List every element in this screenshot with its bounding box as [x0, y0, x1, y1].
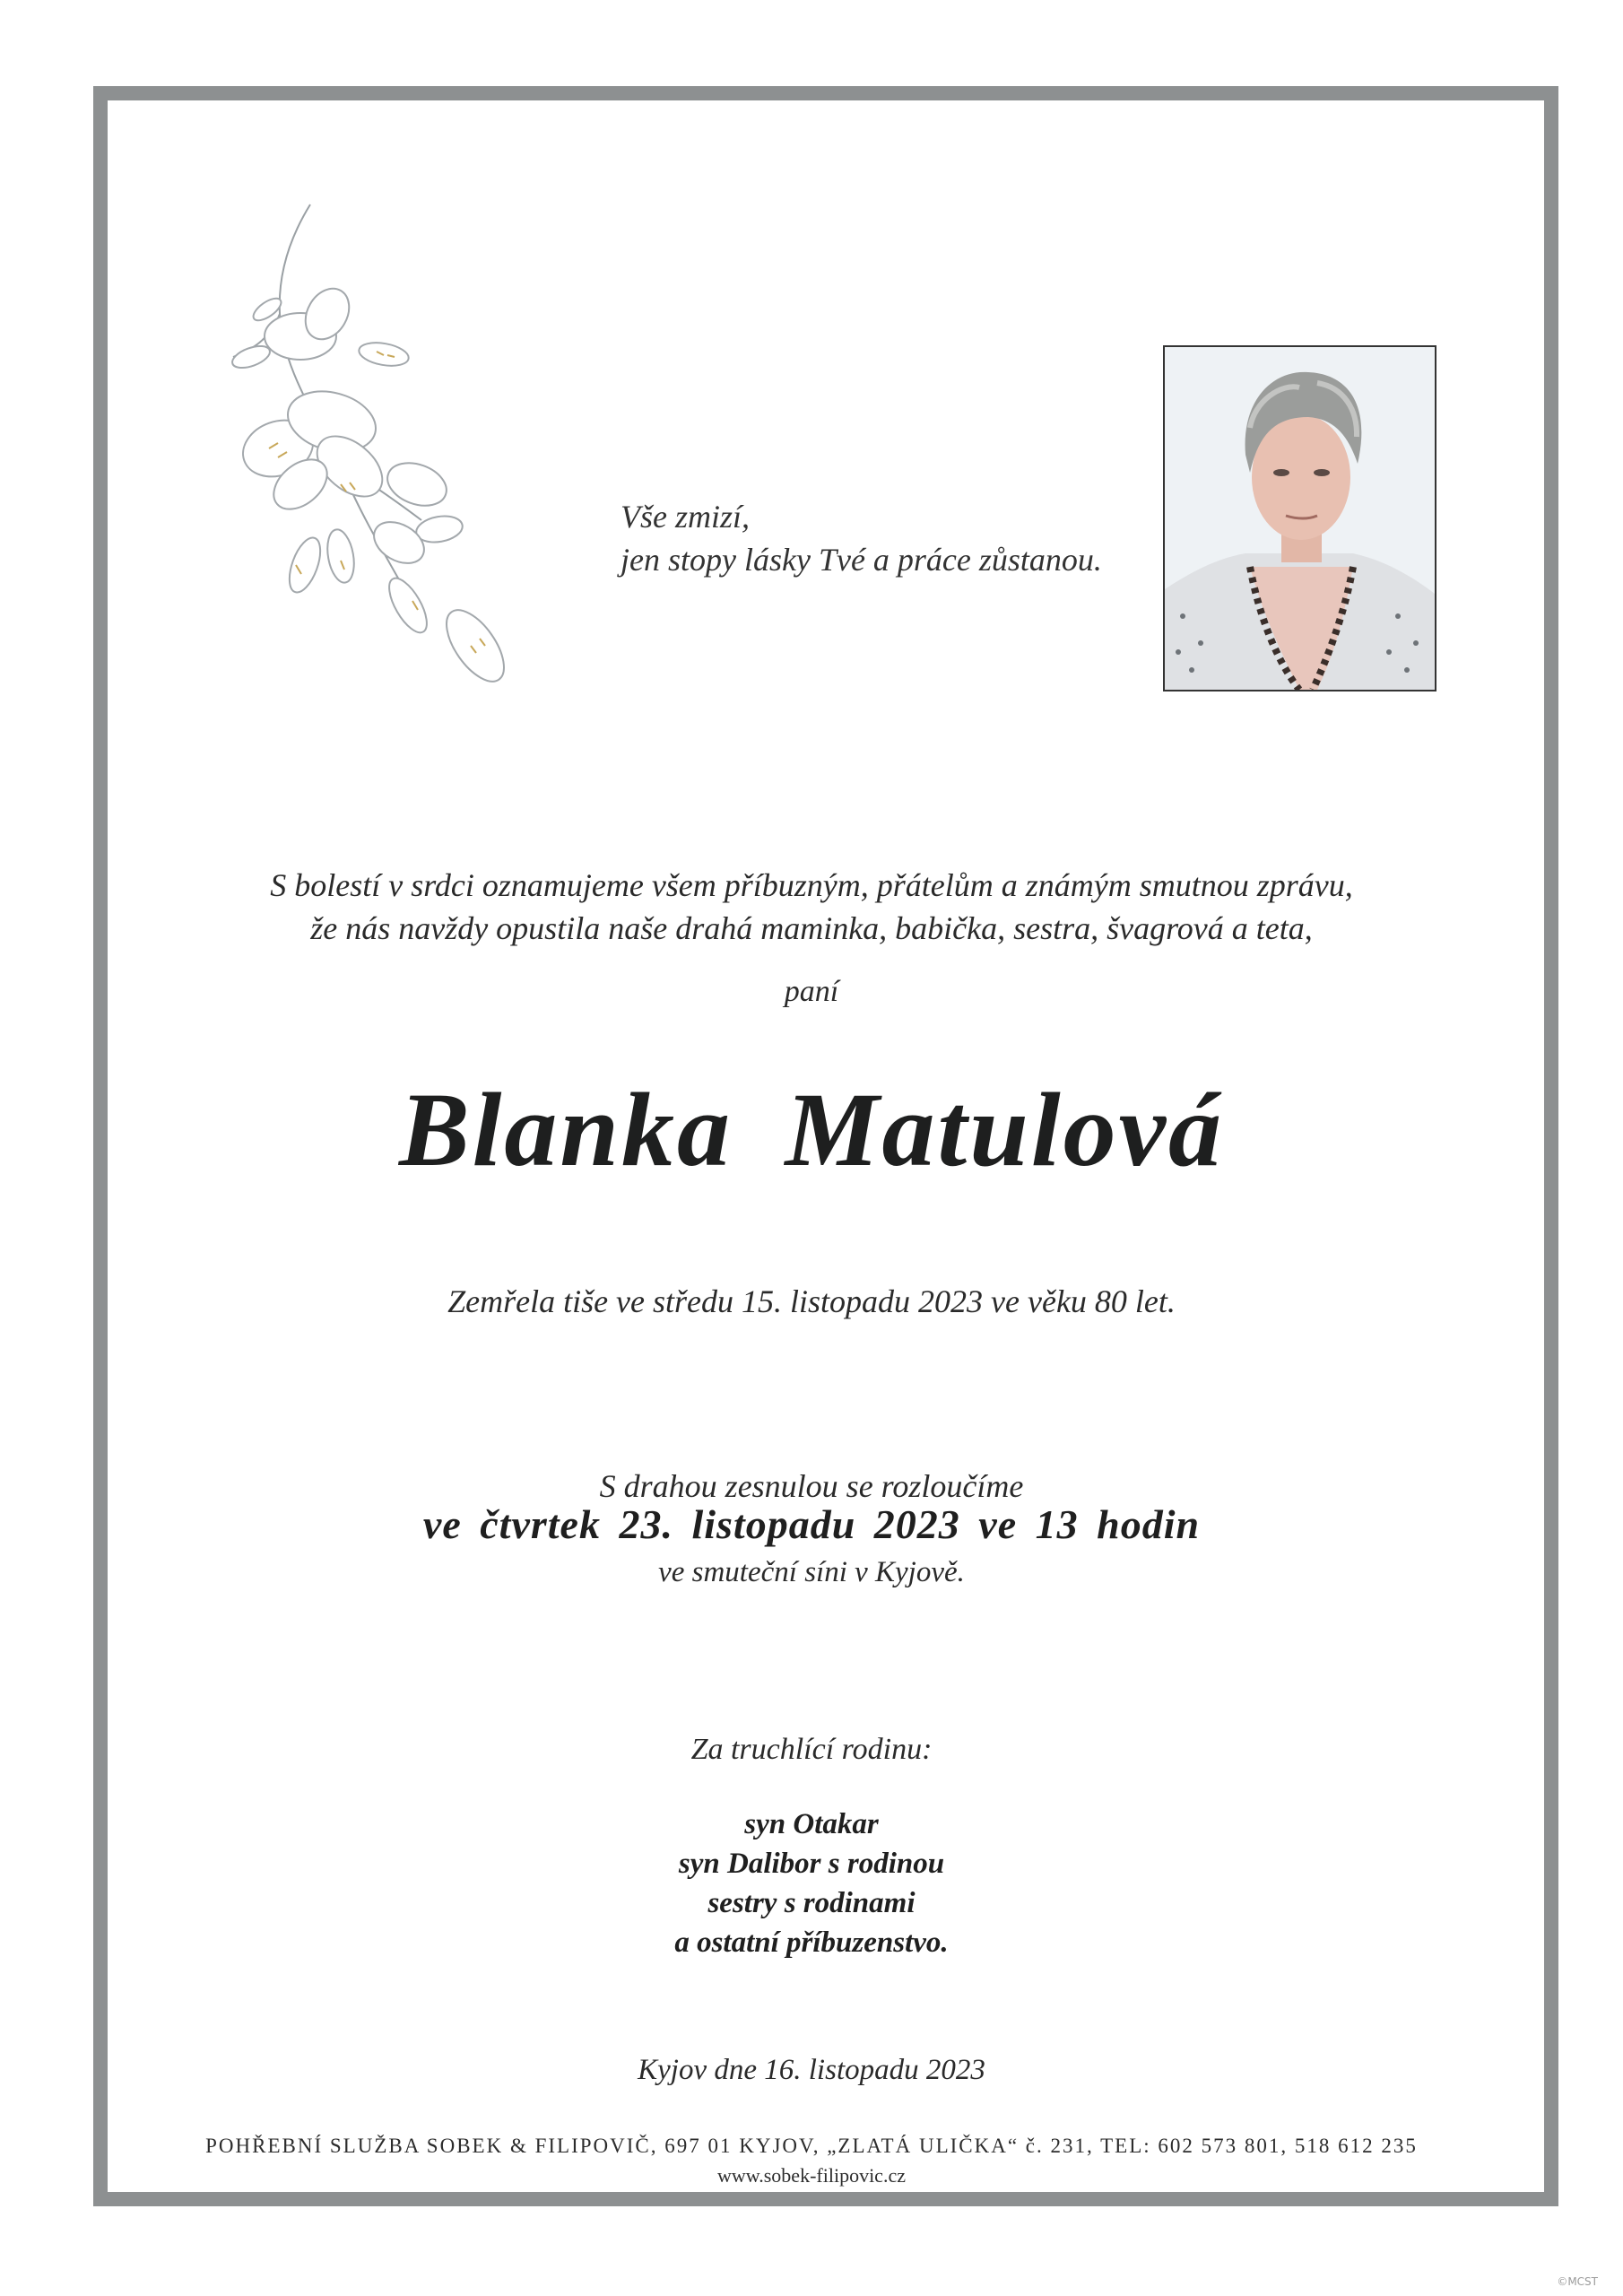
death-notice: Zemřela tiše ve středu 15. listopadu 2023 ve věku 80 let.	[447, 1283, 1176, 1319]
announcement-line-1: S bolestí v srdci oznamujeme všem příbuzným, přátelům a známým smutnou zprávu,	[270, 867, 1353, 903]
funeral-service-info: POHŘEBNÍ SLUŽBA SOBEK & FILIPOVIČ, 697 01 KYJOV, „ZLATÁ ULIČKA“ č. 231, TEL: 602 573 801, 518 612 235	[205, 2135, 1418, 2157]
portrait-photo	[1163, 345, 1436, 691]
mourners-list	[0, 1805, 1623, 1962]
motto	[621, 495, 1102, 581]
motto-line-1: Vše zmizí,	[621, 499, 750, 535]
announcement-line-2: že nás navždy opustila naše drahá maminka, babička, sestra, švagrová a teta,	[310, 910, 1313, 946]
mourner-item: a ostatní příbuzenstvo.	[674, 1926, 949, 1959]
funeral-service-website: www.sobek-filipovic.cz	[717, 2164, 906, 2187]
announcement	[0, 864, 1623, 950]
mourners-title: Za truchlící rodinu:	[690, 1733, 933, 1766]
mourner-item: syn Dalibor s rodinou	[678, 1848, 945, 1880]
mourner-item: syn Otakar	[744, 1808, 879, 1840]
salutation: paní	[784, 975, 839, 1008]
farewell-place: ve smuteční síni v Kyjově.	[658, 1556, 965, 1588]
watermark: ©MCST	[1557, 2275, 1598, 2288]
deceased-name: Blanka Matulová	[398, 1071, 1225, 1188]
farewell-intro: S drahou zesnulou se rozloučíme	[599, 1468, 1024, 1504]
farewell-datetime: ve čtvrtek 23. listopadu 2023 ve 13 hodin	[422, 1501, 1201, 1547]
portrait-illustration	[1165, 347, 1435, 690]
motto-line-2: jen stopy lásky Tvé a práce zůstanou.	[621, 542, 1102, 578]
mourner-item: sestry s rodinami	[707, 1887, 916, 1919]
closing-place-date: Kyjov dne 16. listopadu 2023	[638, 2054, 985, 2086]
white-flower-branch-icon	[215, 197, 529, 700]
